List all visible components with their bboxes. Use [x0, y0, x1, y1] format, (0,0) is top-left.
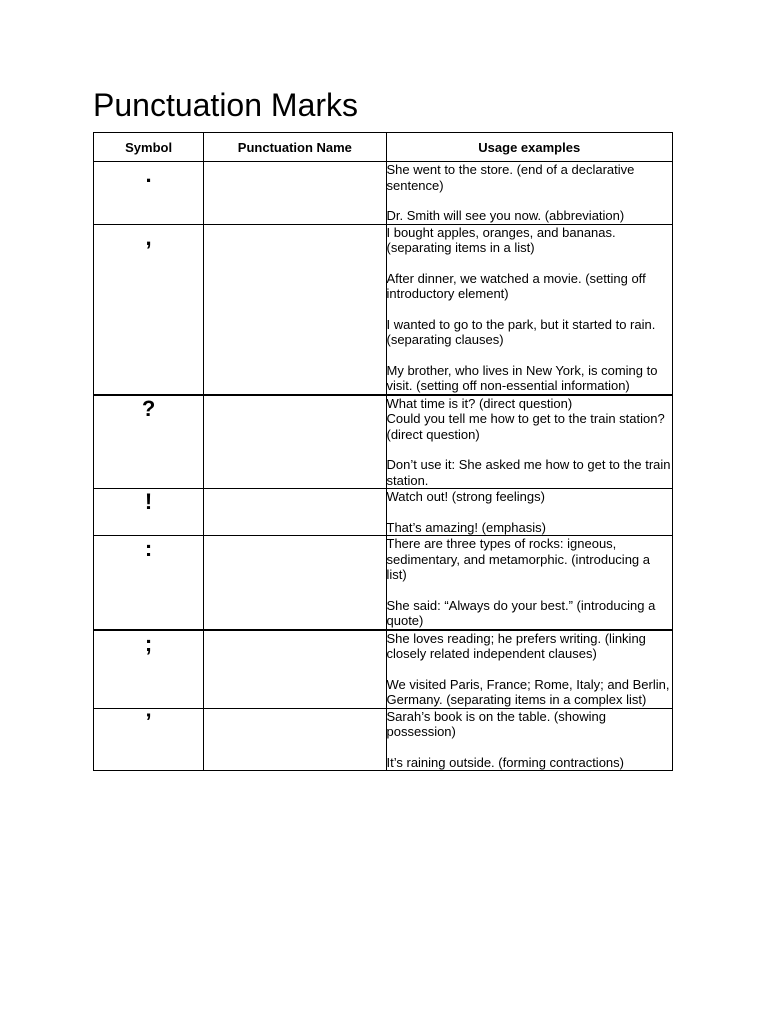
table-row	[94, 224, 673, 395]
usage-examples-cell	[386, 536, 673, 630]
usage-example-group	[387, 755, 673, 771]
usage-example-group	[387, 162, 673, 193]
table-row	[94, 708, 673, 771]
usage-example-text: There are three types of rocks: igneous, sedimentary, and metamorphic. (introducing a list)	[386, 536, 650, 582]
symbol-cell: :	[94, 536, 204, 630]
usage-example-text: Sarah’s book is on the table. (showing possession)	[386, 708, 606, 739]
usage-examples-cell	[386, 630, 673, 709]
page-title: Punctuation Marks	[93, 87, 359, 123]
usage-example-group	[387, 225, 673, 256]
punctuation-name-cell	[204, 395, 386, 489]
punctuation-name-cell	[204, 630, 386, 709]
usage-example-group	[387, 317, 673, 348]
punctuation-name-cell	[204, 162, 386, 225]
table-row	[94, 536, 673, 630]
usage-example-text: It’s raining outside. (forming contractions)	[386, 754, 624, 770]
usage-example-text: My brother, who lives in New York, is coming to visit. (setting off non-essential information)	[386, 362, 658, 393]
usage-example-group	[387, 396, 673, 443]
usage-example-group	[387, 709, 673, 740]
symbol-cell: .	[94, 162, 204, 225]
usage-example-text: Watch out! (strong feelings)	[386, 489, 545, 504]
usage-examples-cell	[386, 708, 673, 771]
table-row	[94, 630, 673, 709]
header-usage-examples: Usage examples	[386, 133, 673, 162]
symbol-cell: !	[94, 489, 204, 536]
punctuation-name-cell	[204, 708, 386, 771]
symbol-cell: ;	[94, 630, 204, 709]
usage-examples-cell	[386, 489, 673, 536]
usage-example-text: Don’t use it: She asked me how to get to the train station.	[386, 457, 671, 488]
usage-example-text: She loves reading; he prefers writing. (linking closely related independent clauses)	[386, 630, 646, 661]
usage-example-text: I bought apples, oranges, and bananas. (separating items in a list)	[386, 224, 616, 255]
header-punctuation-name: Punctuation Name	[204, 133, 386, 162]
usage-example-group	[387, 489, 673, 505]
punctuation-name-cell	[204, 536, 386, 630]
header-symbol: Symbol	[94, 133, 204, 162]
punctuation-name-cell	[204, 489, 386, 536]
usage-example-group	[387, 208, 673, 224]
usage-example-text: I wanted to go to the park, but it started to rain. (separating clauses)	[386, 316, 656, 347]
usage-example-group	[387, 677, 673, 708]
usage-example-group	[387, 363, 673, 394]
usage-example-text: That’s amazing! (emphasis)	[386, 519, 546, 535]
usage-example-group	[387, 536, 673, 583]
table-body	[94, 162, 673, 771]
symbol-cell: ’	[94, 708, 204, 771]
usage-example-text: We visited Paris, France; Rome, Italy; and Berlin, Germany. (separating items in a complex list)	[386, 676, 670, 707]
usage-example-text: After dinner, we watched a movie. (setting off introductory element)	[386, 270, 646, 301]
table-row	[94, 489, 673, 536]
usage-example-group	[387, 598, 673, 629]
table-row	[94, 395, 673, 489]
usage-example-group	[387, 457, 673, 488]
usage-examples-cell	[386, 162, 673, 225]
usage-examples-cell	[386, 395, 673, 489]
table-row	[94, 162, 673, 225]
usage-example-group	[387, 271, 673, 302]
usage-example-text: She said: “Always do your best.” (introducing a quote)	[386, 597, 656, 628]
usage-examples-cell	[386, 224, 673, 395]
table-header-row	[94, 133, 673, 162]
usage-example-group	[387, 631, 673, 662]
punctuation-table	[93, 132, 673, 771]
usage-example-text: She went to the store. (end of a declarative sentence)	[386, 162, 635, 193]
usage-example-text: Dr. Smith will see you now. (abbreviation)	[386, 208, 625, 223]
punctuation-name-cell	[204, 224, 386, 395]
symbol-cell: ?	[94, 395, 204, 489]
usage-example-text: Could you tell me how to get to the train station? (direct question)	[386, 411, 665, 442]
usage-example-group	[387, 520, 673, 536]
symbol-cell: ,	[94, 224, 204, 395]
usage-example-text: What time is it? (direct question)	[386, 395, 573, 411]
